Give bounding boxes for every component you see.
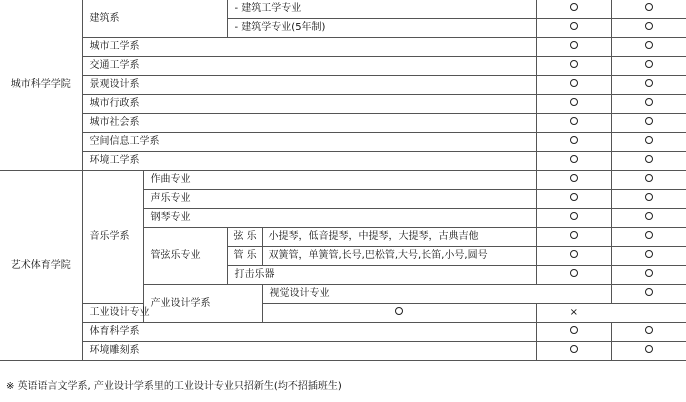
circle-mark (645, 269, 653, 277)
mark-col1 (536, 342, 611, 361)
dept-architecture: 建筑系 (82, 0, 227, 38)
table-row (0, 342, 686, 361)
circle-mark (570, 269, 578, 277)
section-winds: 管 乐 (227, 247, 262, 266)
major-arch-5yr: - 建筑学专业(5年制) (227, 19, 536, 38)
dept-industrial-design: 产业设计学系 (143, 285, 262, 323)
circle-mark (570, 22, 578, 30)
mark-col2 (611, 247, 686, 266)
table-row (0, 0, 686, 19)
circle-mark (570, 193, 578, 201)
major-arch-eng: - 建筑工学专业 (227, 0, 536, 19)
major-piano: 钢琴专业 (143, 209, 536, 228)
mark-col1 (536, 152, 611, 171)
circle-mark (570, 212, 578, 220)
circle-mark (570, 231, 578, 239)
mark-col1 (536, 19, 611, 38)
mark-col2 (611, 76, 686, 95)
circle-mark (645, 22, 653, 30)
table-row (0, 133, 686, 152)
circle-mark (570, 174, 578, 182)
circle-mark (645, 60, 653, 68)
mark-col1 (536, 209, 611, 228)
table-row (0, 323, 686, 342)
circle-mark (645, 136, 653, 144)
circle-mark (570, 98, 578, 106)
dept-urban-society: 城市社会系 (82, 114, 536, 133)
circle-mark (645, 212, 653, 220)
strings-instruments: 小提琴，低音提琴，中提琴，大提琴，古典吉他 (262, 228, 536, 247)
table-row (0, 114, 686, 133)
mark-col2 (611, 171, 686, 190)
mark-col2 (611, 228, 686, 247)
mark-col2 (611, 342, 686, 361)
mark-col2 (611, 114, 686, 133)
dept-environment-eng: 环境工学系 (82, 152, 536, 171)
circle-mark (570, 250, 578, 258)
mark-col2 (611, 266, 686, 285)
circle-mark (645, 288, 653, 296)
table-row (0, 304, 686, 323)
major-composition: 作曲专业 (143, 171, 536, 190)
mark-col1 (262, 304, 536, 323)
mark-col1 (536, 57, 611, 76)
mark-col1 (536, 38, 611, 57)
circle-mark (645, 193, 653, 201)
mark-col2 (611, 209, 686, 228)
mark-col1 (611, 285, 686, 304)
table-row (0, 38, 686, 57)
dept-urban-eng: 城市工学系 (82, 38, 536, 57)
circle-mark (395, 307, 403, 315)
circle-mark (645, 98, 653, 106)
winds-instruments: 双簧管，单簧管,长号,巴松管,大号,长笛,小号,圆号 (262, 247, 536, 266)
mark-col1 (536, 76, 611, 95)
table-row (0, 95, 686, 114)
dept-spatial-info: 空间信息工学系 (82, 133, 536, 152)
mark-col1 (536, 114, 611, 133)
mark-col2 (536, 304, 611, 323)
circle-mark (645, 41, 653, 49)
mark-col1 (536, 171, 611, 190)
circle-mark (645, 3, 653, 11)
cross-mark: × (569, 307, 578, 318)
section-percussion: 打击乐器 (227, 266, 536, 285)
dept-env-sculpture: 环境雕刻系 (82, 342, 536, 361)
mark-col1 (536, 266, 611, 285)
major-industrial-design: 工业设计专业 (82, 304, 227, 323)
mark-col1 (536, 133, 611, 152)
mark-col1 (536, 0, 611, 19)
circle-mark (570, 136, 578, 144)
mark-col2 (611, 152, 686, 171)
college-arts: 艺术体育学院 (0, 171, 82, 361)
dept-urban-admin: 城市行政系 (82, 95, 536, 114)
mark-col2 (611, 95, 686, 114)
college-urban: 城市科学学院 (0, 0, 82, 171)
circle-mark (645, 326, 653, 334)
circle-mark (645, 79, 653, 87)
section-strings: 弦 乐 (227, 228, 262, 247)
circle-mark (645, 231, 653, 239)
mark-col1 (536, 323, 611, 342)
dept-music: 音乐学系 (82, 171, 143, 304)
circle-mark (570, 41, 578, 49)
circle-mark (645, 345, 653, 353)
dept-sports: 体育科学系 (82, 323, 536, 342)
circle-mark (570, 345, 578, 353)
table-row (0, 76, 686, 95)
circle-mark (645, 174, 653, 182)
mark-col1 (536, 247, 611, 266)
table-row (0, 152, 686, 171)
mark-col2 (611, 190, 686, 209)
circle-mark (645, 155, 653, 163)
table-row (0, 57, 686, 76)
mark-col1 (536, 95, 611, 114)
circle-mark (570, 155, 578, 163)
footnote: ※ 英语语言文学系, 产业设计学系里的工业设计专业只招新生(均不招插班生) (6, 381, 342, 392)
circle-mark (570, 326, 578, 334)
circle-mark (570, 117, 578, 125)
mark-col2 (611, 57, 686, 76)
mark-col1 (536, 228, 611, 247)
mark-col2 (611, 38, 686, 57)
table-row (0, 171, 686, 190)
mark-col2 (611, 19, 686, 38)
mark-col2 (611, 323, 686, 342)
circle-mark (645, 117, 653, 125)
circle-mark (645, 250, 653, 258)
mark-col1 (536, 190, 611, 209)
circle-mark (570, 60, 578, 68)
dept-landscape: 景观设计系 (82, 76, 536, 95)
circle-mark (570, 3, 578, 11)
mark-col2 (611, 133, 686, 152)
dept-transport: 交通工学系 (82, 57, 536, 76)
mark-col2 (611, 0, 686, 19)
major-vocal: 声乐专业 (143, 190, 536, 209)
circle-mark (570, 79, 578, 87)
major-visual-design: 视觉设计专业 (262, 285, 611, 304)
major-orchestral: 管弦乐专业 (143, 228, 227, 285)
